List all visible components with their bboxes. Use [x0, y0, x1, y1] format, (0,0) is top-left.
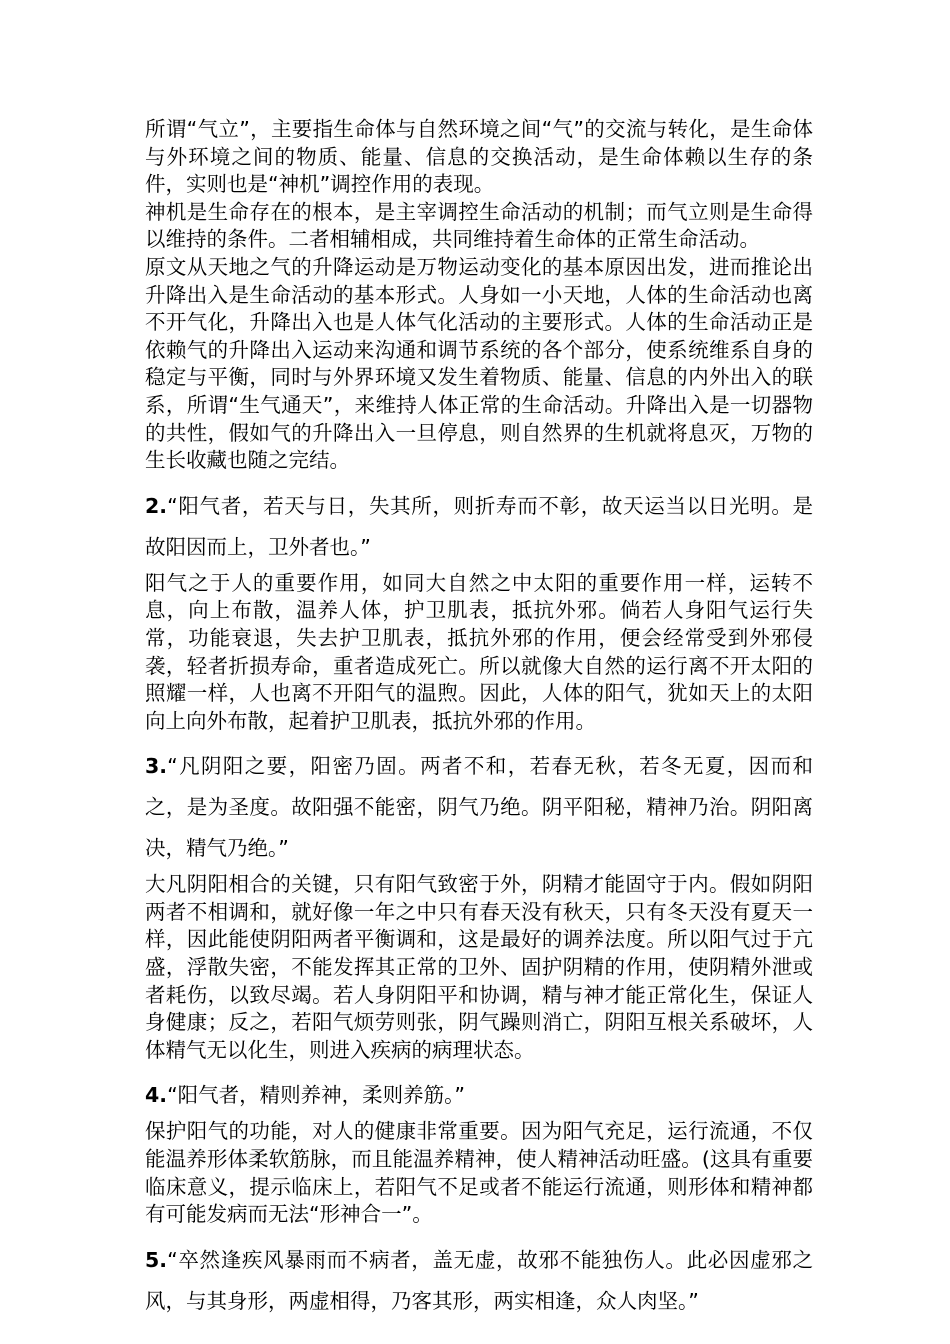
paragraph-baohu: 保护阳气的功能，对人的健康非常重要。因为阳气充足，运行流通，不仅能温养形体柔软筋脉，而且能温养精神，使人精神活动旺盛。(这具有重要临床意义，提示临床上，若阳气不足或者不能运行流通，则形体和精神都有可能发病而无法“形神合一”。	[145, 1119, 813, 1227]
quote-text: “阳气者，若天与日，失其所，则折寿而不彰，故天运当以日光明。是故阳因而上，卫外者也。”	[145, 493, 813, 559]
paragraph-yinyang: 大凡阴阳相合的关键，只有阳气致密于外，阴精才能固守于内。假如阴阳两者不相调和，就好像一年之中只有春天没有秋天，只有冬天没有夏天一样，因此能使阴阳两者平衡调和，这是最好的调养法度。所以阳气过于亢盛，浮散失密，不能发挥其正常的卫外、固护阴精的作用，使阴精外泄或者耗伤，以致尽竭。若人身阴阳平和协调，精与神才能正常化生，保证人身健康；反之，若阳气烦劳则张，阴气躁则消亡，阴阳互根关系破坏，人体精气无以化生，则进入疾病的病理状态。	[145, 872, 813, 1062]
quote-text: “凡阴阳之要，阳密乃固。两者不和，若春无秋，若冬无夏，因而和之，是为圣度。故阳强不能密，阴气乃绝。阴平阳秘，精神乃治。阴阳离决，精气乃绝。”	[145, 754, 813, 861]
paragraph-yangqi: 阳气之于人的重要作用，如同大自然之中太阳的重要作用一样，运转不息，向上布散，温养人体，护卫肌表，抵抗外邪。倘若人身阳气运行失常，功能衰退，失去护卫肌表，抵抗外邪的作用，便会经常受到外邪侵袭，轻者折损寿命，重者造成死亡。所以就像大自然的运行离不开太阳的照耀一样，人也离不开阳气的温煦。因此，人体的阳气，犹如天上的太阳向上向外布散，起着护卫肌表，抵抗外邪的作用。	[145, 570, 813, 733]
document-page	[145, 116, 813, 1322]
quote-number: 2.	[145, 493, 168, 518]
quote-4	[145, 1075, 813, 1116]
quote-number: 5.	[145, 1247, 168, 1272]
quote-text: “卒然逢疾风暴雨而不病者，盖无虚，故邪不能独伤人。此必因虚邪之风，与其身形，两虚相得，乃客其形，两实相逢，众人肉坚。”	[145, 1247, 813, 1313]
paragraph-shenji: 神机是生命存在的根本，是主宰调控生命活动的机制；而气立则是生命得以维持的条件。二者相辅相成，共同维持着生命体的正常生命活动。	[145, 199, 813, 252]
quote-number: 3.	[145, 754, 168, 779]
quote-number: 4.	[145, 1083, 168, 1108]
paragraph-qili: 所谓“气立”，主要指生命体与自然环境之间“气”的交流与转化，是生命体与外环境之间的物质、能量、信息的交换活动，是生命体赖以生存的条件，实则也是“神机”调控作用的表现。	[145, 117, 813, 197]
quote-3	[145, 746, 813, 869]
quote-5	[145, 1240, 813, 1322]
quote-2	[145, 486, 813, 568]
quote-text: “阳气者，精则养神，柔则养筋。”	[167, 1083, 466, 1108]
paragraph-shengjiang: 原文从天地之气的升降运动是万物运动变化的基本原因出发，进而推论出升降出入是生命活动的基本形式。人身如一小天地，人体的生命活动也离不开气化，升降出入也是人体气化活动的主要形式。人体的生命活动正是依赖气的升降出入运动来沟通和调节系统的各个部分，使系统维系自身的稳定与平衡，同时与外界环境又发生着物质、能量、信息的内外出入的联系，所谓“生气通天”，来维持人体正常的生命活动。升降出入是一切器物的共性，假如气的升降出入一旦停息，则自然界的生机就将息灭，万物的生长收藏也随之完结。	[145, 254, 813, 473]
